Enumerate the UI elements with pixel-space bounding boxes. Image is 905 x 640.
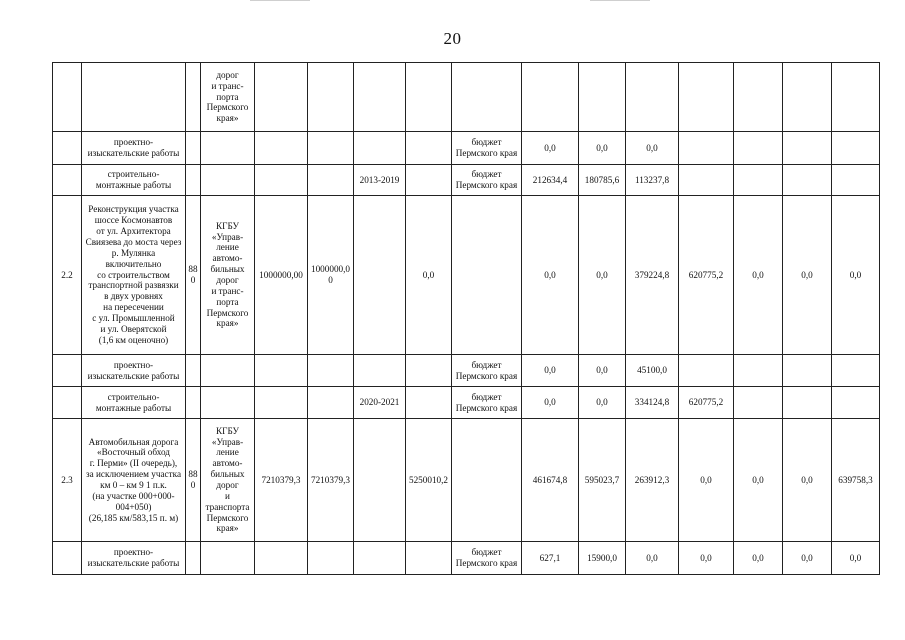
code-cell — [186, 542, 201, 575]
year-4-amount-cell: 0,0 — [679, 419, 734, 542]
year-1-amount-cell: 0,0 — [522, 355, 579, 387]
estimate-cost-cell — [308, 387, 354, 419]
year-1-amount-cell: 461674,8 — [522, 419, 579, 542]
funding-source-cell: бюджет Пермского края — [452, 132, 522, 165]
spent-amount-cell — [406, 63, 452, 132]
code-cell: 880 — [186, 196, 201, 355]
year-7-amount-cell: 0,0 — [832, 196, 880, 355]
year-6-amount-cell — [783, 355, 832, 387]
funding-source-cell: бюджет Пермского края — [452, 165, 522, 196]
year-2-amount-cell: 0,0 — [579, 196, 626, 355]
year-7-amount-cell: 0,0 — [832, 542, 880, 575]
funding-source-cell: бюджет Пермского края — [452, 542, 522, 575]
funding-source-cell — [452, 196, 522, 355]
year-2-amount-cell: 595023,7 — [579, 419, 626, 542]
estimate-cost-cell — [308, 132, 354, 165]
funding-source-cell — [452, 63, 522, 132]
year-3-amount-cell: 0,0 — [626, 542, 679, 575]
funding-source-cell — [452, 419, 522, 542]
year-4-amount-cell — [679, 165, 734, 196]
year-2-amount-cell: 0,0 — [579, 355, 626, 387]
estimate-cost-cell: 7210379,3 — [308, 419, 354, 542]
funding-source-cell: бюджет Пермского края — [452, 355, 522, 387]
work-name-cell — [82, 63, 186, 132]
year-6-amount-cell — [783, 387, 832, 419]
row-number-cell: 2.3 — [53, 419, 82, 542]
row-number-cell — [53, 387, 82, 419]
period-cell — [354, 419, 406, 542]
estimate-cost-cell — [308, 63, 354, 132]
total-cost-cell — [255, 132, 308, 165]
total-cost-cell — [255, 63, 308, 132]
year-3-amount-cell: 113237,8 — [626, 165, 679, 196]
year-5-amount-cell — [734, 63, 783, 132]
row-number-cell — [53, 63, 82, 132]
year-4-amount-cell: 0,0 — [679, 542, 734, 575]
executor-cell: КГБУ «Управ- ление автомо- бильных дорог и транс- порта Пермского края» — [201, 196, 255, 355]
table-row — [53, 132, 880, 165]
spent-amount-cell — [406, 165, 452, 196]
work-name-cell: Реконструкция участка шоссе Космонавтов от ул. Архитектора Свиязева до моста через р. Мулянка включительно со строительством транспортной развязки в двух уровнях на пересечении с ул. Промышленной и ул. Оверятской (1,6 км оценочно) — [82, 196, 186, 355]
year-5-amount-cell: 0,0 — [734, 196, 783, 355]
year-1-amount-cell — [522, 63, 579, 132]
year-6-amount-cell: 0,0 — [783, 196, 832, 355]
executor-cell — [201, 387, 255, 419]
row-number-cell — [53, 542, 82, 575]
budget-table — [52, 62, 880, 575]
year-7-amount-cell — [832, 355, 880, 387]
year-3-amount-cell: 0,0 — [626, 132, 679, 165]
year-3-amount-cell: 45100,0 — [626, 355, 679, 387]
year-6-amount-cell — [783, 63, 832, 132]
row-number-cell: 2.2 — [53, 196, 82, 355]
year-6-amount-cell: 0,0 — [783, 542, 832, 575]
year-6-amount-cell: 0,0 — [783, 419, 832, 542]
total-cost-cell — [255, 542, 308, 575]
period-cell — [354, 542, 406, 575]
executor-cell: КГБУ «Управ- ление автомо- бильных дорог и транспорта Пермского края» — [201, 419, 255, 542]
year-2-amount-cell: 15900,0 — [579, 542, 626, 575]
year-7-amount-cell — [832, 165, 880, 196]
total-cost-cell — [255, 355, 308, 387]
period-cell: 2020-2021 — [354, 387, 406, 419]
code-cell — [186, 387, 201, 419]
spent-amount-cell — [406, 542, 452, 575]
year-4-amount-cell — [679, 355, 734, 387]
total-cost-cell — [255, 387, 308, 419]
top-divider-right — [590, 0, 650, 1]
executor-cell — [201, 542, 255, 575]
year-5-amount-cell — [734, 355, 783, 387]
spent-amount-cell — [406, 387, 452, 419]
year-3-amount-cell: 263912,3 — [626, 419, 679, 542]
year-2-amount-cell: 0,0 — [579, 387, 626, 419]
estimate-cost-cell — [308, 165, 354, 196]
work-name-cell: Автомобильная дорога «Восточный обход г. Перми» (II очередь), за исключением участка км 0 – км 9 1 п.к. (на участке 000+000- 004+050) (26,185 км/583,15 п. м) — [82, 419, 186, 542]
year-2-amount-cell — [579, 63, 626, 132]
spent-amount-cell: 5250010,2 — [406, 419, 452, 542]
table-row — [53, 355, 880, 387]
year-4-amount-cell: 620775,2 — [679, 196, 734, 355]
year-6-amount-cell — [783, 165, 832, 196]
year-1-amount-cell: 0,0 — [522, 196, 579, 355]
year-3-amount-cell: 379224,8 — [626, 196, 679, 355]
code-cell — [186, 63, 201, 132]
executor-cell — [201, 355, 255, 387]
work-name-cell: строительно- монтажные работы — [82, 165, 186, 196]
funding-source-cell: бюджет Пермского края — [452, 387, 522, 419]
executor-cell — [201, 165, 255, 196]
year-2-amount-cell: 180785,6 — [579, 165, 626, 196]
estimate-cost-cell — [308, 542, 354, 575]
code-cell — [186, 355, 201, 387]
year-4-amount-cell — [679, 63, 734, 132]
code-cell: 880 — [186, 419, 201, 542]
year-7-amount-cell — [832, 387, 880, 419]
spent-amount-cell — [406, 355, 452, 387]
table-row — [53, 542, 880, 575]
year-4-amount-cell — [679, 132, 734, 165]
year-4-amount-cell: 620775,2 — [679, 387, 734, 419]
table-row — [53, 165, 880, 196]
work-name-cell: проектно- изыскательские работы — [82, 542, 186, 575]
year-6-amount-cell — [783, 132, 832, 165]
year-2-amount-cell: 0,0 — [579, 132, 626, 165]
year-5-amount-cell — [734, 132, 783, 165]
period-cell — [354, 355, 406, 387]
year-1-amount-cell: 0,0 — [522, 387, 579, 419]
work-name-cell: строительно- монтажные работы — [82, 387, 186, 419]
table-row — [53, 63, 880, 132]
code-cell — [186, 165, 201, 196]
table-row — [53, 387, 880, 419]
total-cost-cell: 1000000,00 — [255, 196, 308, 355]
year-5-amount-cell — [734, 165, 783, 196]
executor-cell: дорог и транс- порта Пермского края» — [201, 63, 255, 132]
year-3-amount-cell — [626, 63, 679, 132]
year-1-amount-cell: 212634,4 — [522, 165, 579, 196]
page-number: 20 — [443, 29, 462, 48]
table-row — [53, 419, 880, 542]
year-5-amount-cell — [734, 387, 783, 419]
spent-amount-cell — [406, 132, 452, 165]
year-7-amount-cell — [832, 63, 880, 132]
year-5-amount-cell: 0,0 — [734, 419, 783, 542]
table-row — [53, 196, 880, 355]
spent-amount-cell: 0,0 — [406, 196, 452, 355]
period-cell — [354, 132, 406, 165]
period-cell — [354, 196, 406, 355]
year-7-amount-cell: 639758,3 — [832, 419, 880, 542]
work-name-cell: проектно- изыскательские работы — [82, 355, 186, 387]
row-number-cell — [53, 355, 82, 387]
work-name-cell: проектно- изыскательские работы — [82, 132, 186, 165]
top-divider-left — [250, 0, 310, 1]
period-cell — [354, 63, 406, 132]
total-cost-cell: 7210379,3 — [255, 419, 308, 542]
row-number-cell — [53, 165, 82, 196]
year-7-amount-cell — [832, 132, 880, 165]
row-number-cell — [53, 132, 82, 165]
total-cost-cell — [255, 165, 308, 196]
year-1-amount-cell: 0,0 — [522, 132, 579, 165]
estimate-cost-cell — [308, 355, 354, 387]
year-3-amount-cell: 334124,8 — [626, 387, 679, 419]
executor-cell — [201, 132, 255, 165]
code-cell — [186, 132, 201, 165]
year-1-amount-cell: 627,1 — [522, 542, 579, 575]
period-cell: 2013-2019 — [354, 165, 406, 196]
year-5-amount-cell: 0,0 — [734, 542, 783, 575]
estimate-cost-cell: 1000000,0 0 — [308, 196, 354, 355]
